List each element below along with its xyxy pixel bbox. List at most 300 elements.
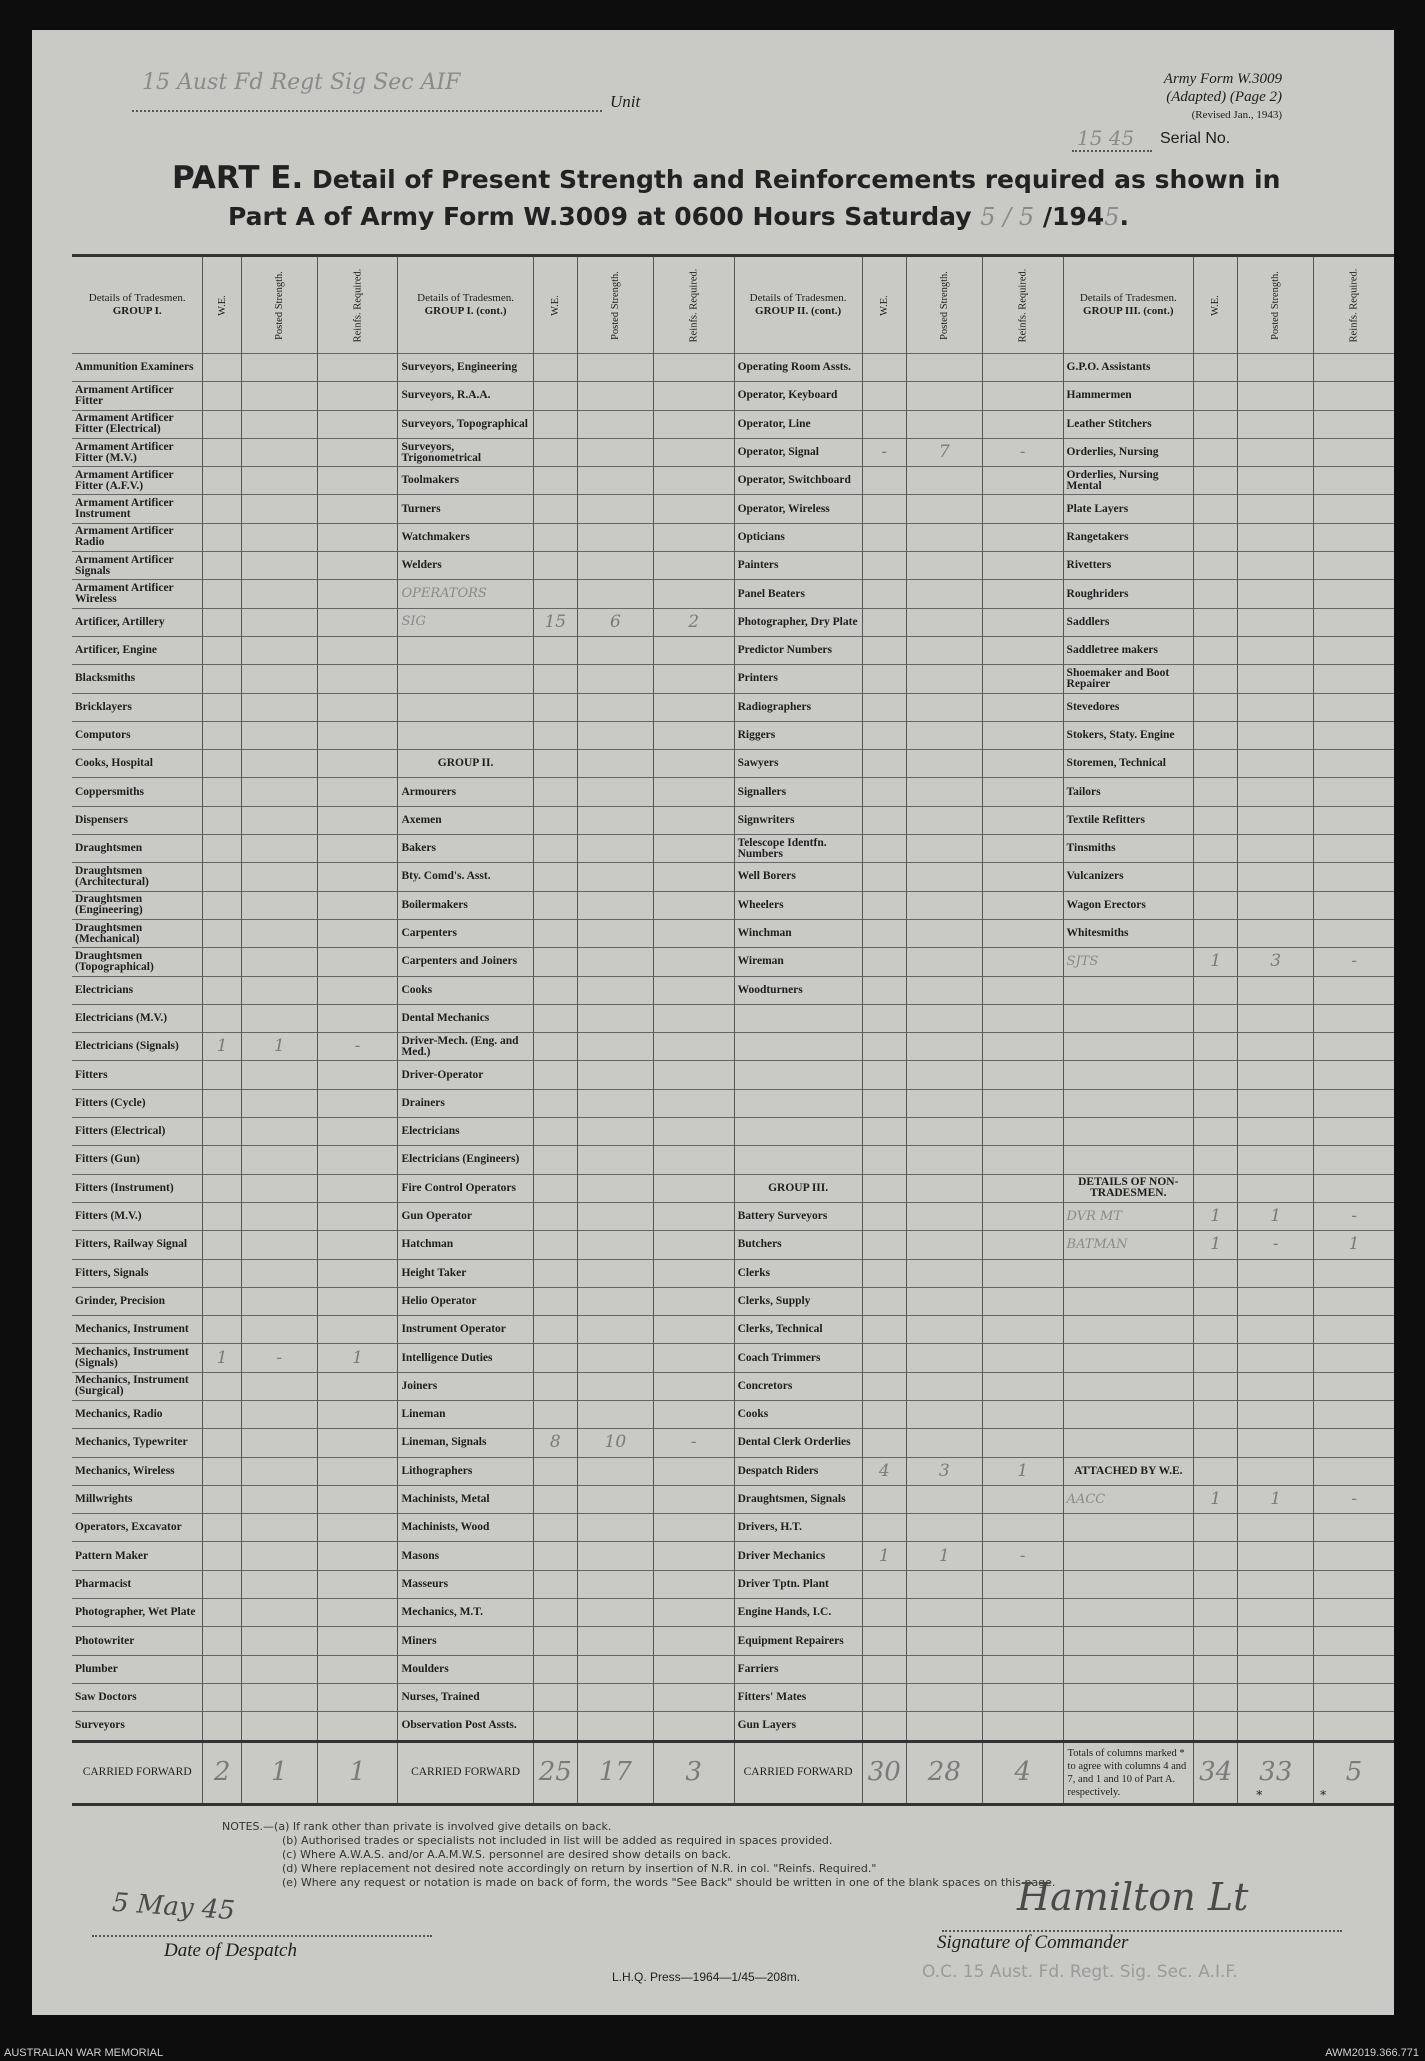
cell-rr [317, 1372, 398, 1400]
cell-we [1194, 608, 1238, 636]
cell-ps [906, 1033, 982, 1061]
cell-ps [1238, 1542, 1314, 1570]
cell-ps [906, 1683, 982, 1711]
cell-rr [317, 721, 398, 749]
cell-rr [653, 1259, 734, 1287]
cell-ps [577, 354, 653, 382]
cell-rr [317, 636, 398, 664]
cell-rr [653, 1231, 734, 1259]
cell-we [1194, 1372, 1238, 1400]
trade-name: Operating Room Assts. [734, 354, 862, 382]
trade-name: Roughriders [1063, 580, 1193, 608]
cell-rr [1314, 1033, 1394, 1061]
cf-d-rr: 5 * [1314, 1741, 1394, 1804]
cell-ps [577, 919, 653, 947]
cell-ps [906, 580, 982, 608]
star-mark-1: * [1256, 1787, 1263, 1802]
cf-a-ps: 1 [241, 1741, 317, 1804]
cell-ps [906, 1712, 982, 1741]
trade-name: Masons [398, 1542, 533, 1570]
note-b: (b) Authorised trades or specialists not included in list will be added as required in spaces provided. [282, 1834, 833, 1847]
cell-ps [906, 1118, 982, 1146]
cell-we [533, 693, 577, 721]
trade-name [1063, 1089, 1193, 1117]
cell-rr [653, 636, 734, 664]
cell-we [1194, 1570, 1238, 1598]
trade-name: Computors [72, 721, 203, 749]
cell-ps [906, 835, 982, 863]
cell-ps [577, 438, 653, 466]
table-row [72, 1712, 1394, 1741]
cell-rr [1314, 580, 1394, 608]
cell-ps [906, 948, 982, 976]
cell-rr [317, 1316, 398, 1344]
cell-rr [653, 835, 734, 863]
cell-rr [982, 750, 1063, 778]
cell-ps [241, 1202, 317, 1230]
trade-name: Drainers [398, 1089, 533, 1117]
cell-ps [906, 1202, 982, 1230]
trade-name: Armament Artificer Wireless [72, 580, 203, 608]
cell-rr [317, 1655, 398, 1683]
trade-name: Driver Tptn. Plant [734, 1570, 862, 1598]
cell-ps [577, 948, 653, 976]
cell-ps [241, 693, 317, 721]
trade-name [1063, 1202, 1193, 1230]
cell-rr [1314, 665, 1394, 693]
cell-rr [982, 1316, 1063, 1344]
trade-name: Armament Artificer Fitter (Electrical) [72, 410, 203, 438]
cell-we [1194, 721, 1238, 749]
cell-we [862, 891, 906, 919]
cell-rr [1314, 778, 1394, 806]
cell-rr [317, 1287, 398, 1315]
col1-we-header: W.E. [203, 256, 241, 354]
cell-we [1194, 1061, 1238, 1089]
cell-rr [653, 806, 734, 834]
cell-rr [317, 1231, 398, 1259]
cf-label-2: CARRIED FORWARD [398, 1741, 533, 1804]
col2-reinfs-header: Reinfs. Required. [653, 256, 734, 354]
cell-rr [982, 1231, 1063, 1259]
cell-rr [982, 693, 1063, 721]
cell-we [203, 523, 241, 551]
cell-ps [906, 665, 982, 693]
cell-we [862, 1316, 906, 1344]
trade-name [1063, 1542, 1193, 1570]
cell-we [1194, 382, 1238, 410]
cell-ps [1238, 467, 1314, 495]
trade-name: Panel Beaters [734, 580, 862, 608]
cell-we [203, 948, 241, 976]
trade-name: Dispensers [72, 806, 203, 834]
table-row [72, 1485, 1394, 1513]
cell-we [862, 580, 906, 608]
trade-name: Helio Operator [398, 1287, 533, 1315]
cell-rr: - [317, 1033, 398, 1061]
form-line2: (Adapted) (Page 2) [1166, 89, 1282, 105]
trade-name: Mechanics, Instrument (Surgical) [72, 1372, 203, 1400]
cell-we [533, 1570, 577, 1598]
cell-rr [1314, 1118, 1394, 1146]
title-line1 [172, 160, 1280, 196]
cell-ps [241, 552, 317, 580]
cell-ps [906, 693, 982, 721]
col4-reinfs-header: Reinfs. Required. [1314, 256, 1394, 354]
trade-name: Saddlers [1063, 608, 1193, 636]
cell-ps [577, 1599, 653, 1627]
form-page [32, 30, 1394, 2015]
trade-name: Mechanics, Instrument [72, 1316, 203, 1344]
cell-rr [982, 976, 1063, 1004]
cell-rr [653, 1627, 734, 1655]
date-label: Date of Despatch [164, 1940, 297, 1961]
cell-we [203, 467, 241, 495]
trade-name: Observation Post Assts. [398, 1712, 533, 1741]
cell-rr [982, 1683, 1063, 1711]
trade-name: Operator, Line [734, 410, 862, 438]
cell-rr [653, 1655, 734, 1683]
trade-name: Dental Mechanics [398, 1004, 533, 1032]
cell-rr [1314, 552, 1394, 580]
trade-name: Armourers [398, 778, 533, 806]
trade-name [734, 1004, 862, 1032]
trade-name [1063, 1146, 1193, 1174]
cell-rr [1314, 1429, 1394, 1457]
cell-we [533, 806, 577, 834]
cell-we [203, 1400, 241, 1428]
trade-name: Signallers [734, 778, 862, 806]
cell-ps [906, 919, 982, 947]
cell-rr [317, 467, 398, 495]
trade-name: Surveyors, Engineering [398, 354, 533, 382]
trade-name [398, 693, 533, 721]
cell-rr [982, 863, 1063, 891]
cell-we [533, 636, 577, 664]
cell-we [1194, 1429, 1238, 1457]
cell-rr [982, 1655, 1063, 1683]
trade-name: Wireman [734, 948, 862, 976]
cell-rr: - [1314, 1485, 1394, 1513]
cell-ps [1238, 1372, 1314, 1400]
cell-we [1194, 1457, 1238, 1485]
table-row [72, 1655, 1394, 1683]
cell-rr [317, 1683, 398, 1711]
table-row [72, 1174, 1394, 1202]
cell-we [203, 665, 241, 693]
trade-name: Electricians (M.V.) [72, 1004, 203, 1032]
col3-we-header: W.E. [862, 256, 906, 354]
cell-we [203, 1316, 241, 1344]
cell-rr [982, 1712, 1063, 1741]
date-fill: 5 / 5 [980, 203, 1035, 231]
note-e: (e) Where any request or notation is made on back of form, the words "See Back" should be written in one of the blank spaces on this page. [282, 1876, 1056, 1889]
trade-name [1063, 1429, 1193, 1457]
cell-ps [241, 750, 317, 778]
cell-rr [982, 495, 1063, 523]
cell-we: - [862, 438, 906, 466]
cell-ps [577, 382, 653, 410]
trade-name [1063, 1004, 1193, 1032]
cell-we [203, 1061, 241, 1089]
date-end: . [1119, 202, 1129, 231]
table-row [72, 806, 1394, 834]
cell-we [203, 580, 241, 608]
cell-rr [982, 1344, 1063, 1372]
cell-ps [241, 976, 317, 1004]
trade-name [1063, 1599, 1193, 1627]
trade-name: Battery Surveyors [734, 1202, 862, 1230]
cell-we [1194, 1033, 1238, 1061]
trade-name: Coppersmiths [72, 778, 203, 806]
cell-rr [317, 976, 398, 1004]
cell-rr [317, 1599, 398, 1627]
cell-ps [241, 665, 317, 693]
cell-we [862, 1570, 906, 1598]
cell-we [533, 835, 577, 863]
cell-ps [906, 495, 982, 523]
trade-name: Tinsmiths [1063, 835, 1193, 863]
cell-ps [577, 665, 653, 693]
date-underline [92, 1935, 432, 1937]
cell-rr [653, 1344, 734, 1372]
trade-name: Armament Artificer Fitter [72, 382, 203, 410]
cell-rr [653, 552, 734, 580]
trade-name [1063, 1570, 1193, 1598]
cell-we [862, 750, 906, 778]
cell-we: 1 [862, 1542, 906, 1570]
trade-name: Artificer, Engine [72, 636, 203, 664]
cell-rr: - [1314, 948, 1394, 976]
trade-name: Bakers [398, 835, 533, 863]
caption-left: AUSTRALIAN WAR MEMORIAL [4, 2047, 164, 2059]
cell-ps [241, 891, 317, 919]
table-row [72, 919, 1394, 947]
cell-rr [1314, 608, 1394, 636]
trade-name: G.P.O. Assistants [1063, 354, 1193, 382]
cell-we [1194, 1542, 1238, 1570]
cell-ps [906, 863, 982, 891]
form-identifier [1072, 70, 1282, 124]
table-row [72, 1202, 1394, 1230]
cell-we [1194, 1712, 1238, 1741]
trade-name: Turners [398, 495, 533, 523]
cell-we [1194, 1514, 1238, 1542]
cell-rr [653, 1174, 734, 1202]
cell-rr [653, 1372, 734, 1400]
cell-rr [317, 354, 398, 382]
cell-ps [577, 976, 653, 1004]
cell-we [862, 410, 906, 438]
cell-ps [577, 1287, 653, 1315]
cell-we: 8 [533, 1429, 577, 1457]
cell-we [203, 1655, 241, 1683]
cf-b-ps: 17 [577, 1741, 653, 1804]
cell-ps [241, 1627, 317, 1655]
trade-name: Well Borers [734, 863, 862, 891]
trade-name: Masseurs [398, 1570, 533, 1598]
trade-name: Armament Artificer Fitter (A.F.V.) [72, 467, 203, 495]
cell-ps [1238, 354, 1314, 382]
cell-rr: 1 [982, 1457, 1063, 1485]
cell-we [1194, 438, 1238, 466]
cell-we [533, 1146, 577, 1174]
trade-name: Riggers [734, 721, 862, 749]
cell-we [533, 1372, 577, 1400]
cell-ps [906, 1599, 982, 1627]
cell-ps [577, 1514, 653, 1542]
trade-name: Joiners [398, 1372, 533, 1400]
trade-name: Signwriters [734, 806, 862, 834]
cell-we [862, 1683, 906, 1711]
cell-rr [1314, 1570, 1394, 1598]
cell-rr [1314, 410, 1394, 438]
trade-name [1063, 948, 1193, 976]
cell-rr [1314, 1655, 1394, 1683]
cell-rr [317, 410, 398, 438]
strength-table [72, 254, 1394, 1806]
col3-header: Details of Tradesmen. GROUP II. (cont.) [734, 256, 862, 354]
cell-rr [653, 863, 734, 891]
cell-we [203, 1004, 241, 1032]
cell-ps [577, 750, 653, 778]
cell-rr [1314, 1457, 1394, 1485]
date-suffix: /194 [1042, 202, 1105, 231]
col2-header: Details of Tradesmen. GROUP I. (cont.) [398, 256, 533, 354]
notes-block [222, 1820, 1055, 1890]
cell-ps [906, 523, 982, 551]
trade-name [1063, 1259, 1193, 1287]
cell-ps [577, 523, 653, 551]
table-row [72, 1457, 1394, 1485]
cell-rr [982, 665, 1063, 693]
cell-rr [653, 1457, 734, 1485]
cell-we [203, 636, 241, 664]
cell-ps [1238, 891, 1314, 919]
cell-we [862, 1712, 906, 1741]
trade-name: Pharmacist [72, 1570, 203, 1598]
trade-name [1063, 1061, 1193, 1089]
cell-rr [653, 1683, 734, 1711]
cell-we [203, 1712, 241, 1741]
cell-we [203, 778, 241, 806]
cell-rr [1314, 1344, 1394, 1372]
cell-ps [241, 1231, 317, 1259]
cell-rr [653, 382, 734, 410]
cell-we [862, 919, 906, 947]
cell-we [203, 806, 241, 834]
cell-ps [577, 1344, 653, 1372]
cell-ps [1238, 835, 1314, 863]
cell-ps [1238, 410, 1314, 438]
cell-ps [241, 948, 317, 976]
cell-we [533, 1231, 577, 1259]
table-row [72, 523, 1394, 551]
table-row [72, 1542, 1394, 1570]
trade-name: Orderlies, Nursing [1063, 438, 1193, 466]
cell-ps [577, 1457, 653, 1485]
trade-name: Printers [734, 665, 862, 693]
cell-we [862, 1231, 906, 1259]
cell-we [862, 1174, 906, 1202]
cell-rr [317, 806, 398, 834]
cell-ps [1238, 1400, 1314, 1428]
cell-ps [1238, 919, 1314, 947]
cell-rr [317, 1118, 398, 1146]
cell-we [862, 976, 906, 1004]
trade-name: Wagon Erectors [1063, 891, 1193, 919]
cell-rr [317, 919, 398, 947]
trade-name [734, 1118, 862, 1146]
cell-ps [906, 552, 982, 580]
cell-we [203, 1683, 241, 1711]
cell-we [533, 1259, 577, 1287]
cell-we [203, 438, 241, 466]
trade-name [1063, 1033, 1193, 1061]
trade-name: Engine Hands, I.C. [734, 1599, 862, 1627]
cell-ps [241, 495, 317, 523]
trade-name: Electricians (Engineers) [398, 1146, 533, 1174]
cell-ps [241, 1287, 317, 1315]
cell-rr [1314, 1712, 1394, 1741]
cell-we [203, 1485, 241, 1513]
cell-ps: 3 [1238, 948, 1314, 976]
cell-ps [577, 863, 653, 891]
trade-name: Woodturners [734, 976, 862, 1004]
cell-ps [906, 1004, 982, 1032]
cell-rr [317, 1457, 398, 1485]
table-row [72, 1146, 1394, 1174]
cell-rr [982, 580, 1063, 608]
trade-name: Drivers, H.T. [734, 1514, 862, 1542]
cell-we [862, 495, 906, 523]
group-heading: DETAILS OF NON-TRADESMEN. [1063, 1174, 1193, 1202]
cell-rr [317, 1485, 398, 1513]
trade-name: Surveyors [72, 1712, 203, 1741]
title-text2: Part A of Army Form W.3009 at 0600 Hours Saturday [228, 202, 972, 231]
trade-name [1063, 1316, 1193, 1344]
cell-rr: 1 [317, 1344, 398, 1372]
cell-ps [906, 1287, 982, 1315]
cell-we [1194, 552, 1238, 580]
cell-ps [1238, 750, 1314, 778]
table-row [72, 1570, 1394, 1598]
cell-rr [1314, 523, 1394, 551]
cell-ps [241, 806, 317, 834]
cell-we: 1 [1194, 1231, 1238, 1259]
cell-we [862, 1259, 906, 1287]
cell-ps [1238, 976, 1314, 1004]
trade-name [398, 608, 533, 636]
cf-totals-note: Totals of columns marked * to agree with columns 4 and 7, and 1 and 10 of Part A. respectively. [1063, 1741, 1193, 1804]
trade-name: Orderlies, Nursing Mental [1063, 467, 1193, 495]
cell-rr [653, 1316, 734, 1344]
cell-rr [317, 1259, 398, 1287]
cell-ps [577, 1231, 653, 1259]
trade-name: Operator, Signal [734, 438, 862, 466]
trade-name: Fitters (Instrument) [72, 1174, 203, 1202]
cell-rr [982, 835, 1063, 863]
unit-label: Unit [610, 92, 641, 111]
cell-we [203, 976, 241, 1004]
cell-we [1194, 1655, 1238, 1683]
cell-we [203, 863, 241, 891]
trade-name: Despatch Riders [734, 1457, 862, 1485]
trade-name: Fitters (Gun) [72, 1146, 203, 1174]
col3-posted-header: Posted Strength. [906, 256, 982, 354]
cell-rr [653, 1542, 734, 1570]
table-row [72, 1683, 1394, 1711]
